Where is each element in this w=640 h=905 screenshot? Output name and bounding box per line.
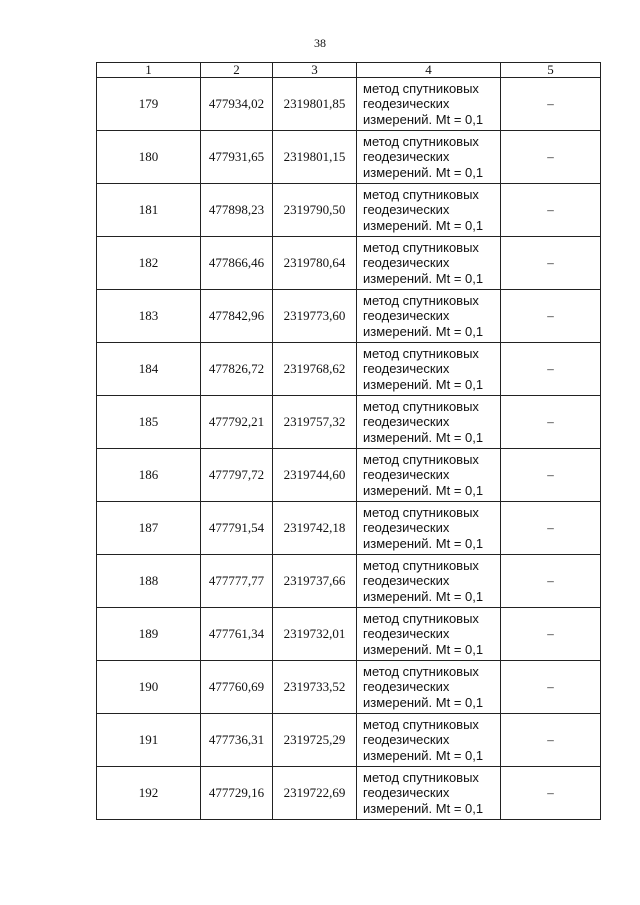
method-description xyxy=(357,608,501,661)
point-number: 190 xyxy=(97,661,201,714)
method-line-1: метод спутниковых xyxy=(363,716,479,732)
coordinate-y: 2319744,60 xyxy=(273,449,357,502)
method-line-2: геодезических xyxy=(363,414,450,430)
point-number: 187 xyxy=(97,502,201,555)
table-row xyxy=(97,131,601,184)
coordinate-y: 2319790,50 xyxy=(273,184,357,237)
point-number: 186 xyxy=(97,449,201,502)
method-line-2: геодезических xyxy=(363,255,450,271)
point-number: 181 xyxy=(97,184,201,237)
point-number: 192 xyxy=(97,767,201,820)
coordinate-x: 477934,02 xyxy=(201,78,273,131)
point-number: 180 xyxy=(97,131,201,184)
method-line-3: измерений. Mt = 0,1 xyxy=(363,429,484,445)
method-line-1: метод спутниковых xyxy=(363,133,479,149)
coordinate-y: 2319725,29 xyxy=(273,714,357,767)
method-line-1: метод спутниковых xyxy=(363,239,479,255)
method-line-1: метод спутниковых xyxy=(363,663,479,679)
coordinate-y: 2319801,85 xyxy=(273,78,357,131)
method-description xyxy=(357,237,501,290)
method-description xyxy=(357,396,501,449)
method-line-3: измерений. Mt = 0,1 xyxy=(363,270,484,286)
table-row xyxy=(97,767,601,820)
method-line-2: геодезических xyxy=(363,679,450,695)
coordinates-table xyxy=(96,62,601,820)
coordinate-x: 477797,72 xyxy=(201,449,273,502)
method-line-3: измерений. Mt = 0,1 xyxy=(363,482,484,498)
header-col-2: 2 xyxy=(201,63,273,78)
column-5-value: – xyxy=(501,396,601,449)
column-5-value: – xyxy=(501,184,601,237)
coordinate-y: 2319768,62 xyxy=(273,343,357,396)
table-row xyxy=(97,661,601,714)
method-description xyxy=(357,290,501,343)
table-header xyxy=(97,63,601,78)
header-col-3: 3 xyxy=(273,63,357,78)
point-number: 183 xyxy=(97,290,201,343)
method-line-1: метод спутниковых xyxy=(363,504,479,520)
method-description xyxy=(357,555,501,608)
method-line-1: метод спутниковых xyxy=(363,292,479,308)
point-number: 191 xyxy=(97,714,201,767)
coordinate-y: 2319733,52 xyxy=(273,661,357,714)
coordinate-y: 2319780,64 xyxy=(273,237,357,290)
method-line-2: геодезических xyxy=(363,202,450,218)
column-5-value: – xyxy=(501,78,601,131)
method-line-3: измерений. Mt = 0,1 xyxy=(363,164,484,180)
method-description xyxy=(357,343,501,396)
column-5-value: – xyxy=(501,714,601,767)
coordinate-x: 477842,96 xyxy=(201,290,273,343)
method-line-3: измерений. Mt = 0,1 xyxy=(363,217,484,233)
coordinate-y: 2319757,32 xyxy=(273,396,357,449)
column-5-value: – xyxy=(501,767,601,820)
table-row xyxy=(97,343,601,396)
table-row xyxy=(97,184,601,237)
method-description xyxy=(357,661,501,714)
method-line-1: метод спутниковых xyxy=(363,80,479,96)
method-line-2: геодезических xyxy=(363,732,450,748)
method-line-1: метод спутниковых xyxy=(363,610,479,626)
method-description xyxy=(357,78,501,131)
page-number: 38 xyxy=(314,36,326,50)
method-line-3: измерений. Mt = 0,1 xyxy=(363,800,484,816)
point-number: 189 xyxy=(97,608,201,661)
header-col-5: 5 xyxy=(501,63,601,78)
coordinate-x: 477760,69 xyxy=(201,661,273,714)
coordinate-y: 2319737,66 xyxy=(273,555,357,608)
method-line-2: геодезических xyxy=(363,626,450,642)
method-line-3: измерений. Mt = 0,1 xyxy=(363,535,484,551)
point-number: 184 xyxy=(97,343,201,396)
method-line-1: метод спутниковых xyxy=(363,186,479,202)
method-line-1: метод спутниковых xyxy=(363,451,479,467)
method-line-3: измерений. Mt = 0,1 xyxy=(363,588,484,604)
coordinate-x: 477729,16 xyxy=(201,767,273,820)
column-5-value: – xyxy=(501,449,601,502)
point-number: 188 xyxy=(97,555,201,608)
coordinate-x: 477792,21 xyxy=(201,396,273,449)
header-row xyxy=(97,63,601,78)
coordinate-y: 2319801,15 xyxy=(273,131,357,184)
table-row xyxy=(97,396,601,449)
header-col-1: 1 xyxy=(97,63,201,78)
table-row xyxy=(97,290,601,343)
method-line-1: метод спутниковых xyxy=(363,345,479,361)
coordinate-y: 2319773,60 xyxy=(273,290,357,343)
coordinate-x: 477761,34 xyxy=(201,608,273,661)
column-5-value: – xyxy=(501,343,601,396)
column-5-value: – xyxy=(501,290,601,343)
method-line-2: геодезических xyxy=(363,467,450,483)
coordinate-x: 477777,77 xyxy=(201,555,273,608)
table-body xyxy=(97,78,601,820)
coordinate-x: 477736,31 xyxy=(201,714,273,767)
coordinate-x: 477931,65 xyxy=(201,131,273,184)
method-line-3: измерений. Mt = 0,1 xyxy=(363,323,484,339)
method-line-3: измерений. Mt = 0,1 xyxy=(363,694,484,710)
method-description xyxy=(357,502,501,555)
method-line-3: измерений. Mt = 0,1 xyxy=(363,111,484,127)
table-row xyxy=(97,78,601,131)
table-row xyxy=(97,608,601,661)
coordinate-x: 477791,54 xyxy=(201,502,273,555)
method-line-2: геодезических xyxy=(363,361,450,377)
point-number: 179 xyxy=(97,78,201,131)
method-line-1: метод спутниковых xyxy=(363,557,479,573)
header-col-4: 4 xyxy=(357,63,501,78)
coordinate-y: 2319742,18 xyxy=(273,502,357,555)
column-5-value: – xyxy=(501,237,601,290)
table-row xyxy=(97,449,601,502)
column-5-value: – xyxy=(501,502,601,555)
method-line-1: метод спутниковых xyxy=(363,769,479,785)
method-line-2: геодезических xyxy=(363,573,450,589)
method-line-2: геодезических xyxy=(363,785,450,801)
method-line-2: геодезических xyxy=(363,96,450,112)
table-row xyxy=(97,555,601,608)
method-description xyxy=(357,449,501,502)
method-description xyxy=(357,767,501,820)
column-5-value: – xyxy=(501,131,601,184)
coordinate-x: 477866,46 xyxy=(201,237,273,290)
point-number: 182 xyxy=(97,237,201,290)
method-line-2: геодезических xyxy=(363,520,450,536)
column-5-value: – xyxy=(501,661,601,714)
method-line-2: геодезических xyxy=(363,308,450,324)
method-line-1: метод спутниковых xyxy=(363,398,479,414)
table-row xyxy=(97,714,601,767)
table-row xyxy=(97,237,601,290)
column-5-value: – xyxy=(501,555,601,608)
table-row xyxy=(97,502,601,555)
method-description xyxy=(357,714,501,767)
point-number: 185 xyxy=(97,396,201,449)
coordinate-x: 477898,23 xyxy=(201,184,273,237)
column-5-value: – xyxy=(501,608,601,661)
method-description xyxy=(357,184,501,237)
coordinate-x: 477826,72 xyxy=(201,343,273,396)
method-line-3: измерений. Mt = 0,1 xyxy=(363,376,484,392)
method-line-3: измерений. Mt = 0,1 xyxy=(363,641,484,657)
method-description xyxy=(357,131,501,184)
method-line-2: геодезических xyxy=(363,149,450,165)
coordinate-y: 2319732,01 xyxy=(273,608,357,661)
method-line-3: измерений. Mt = 0,1 xyxy=(363,747,484,763)
coordinate-y: 2319722,69 xyxy=(273,767,357,820)
